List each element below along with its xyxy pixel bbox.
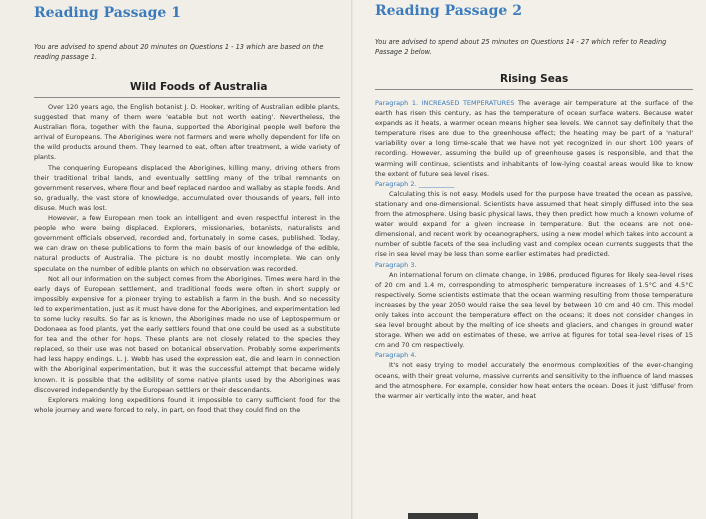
paragraph-1-label: Paragraph 1. INCREASED TEMPERATURES — [375, 99, 515, 107]
paragraph-3-text: An international forum on climate change, in 1986, produced figures for likely sea-level rises of 20 cm and 1.4 m, corresponding to atmospheric temperature increases of 1.5°C and 4.5°C respectively. Some scientists estimate that the ocean warming resulting from those temperature increases by the year 2050 would raise the sea level by between 10 cm and 40 cm. This model only takes into account the temperature effect on the oceans; it does not consider changes in sea level brought about by the melting of ice sheets and glaciers, and changes in ground water storage. When we add on estimates of these, we arrive at figures for total sea-level rises of 15 cm and 70 cm respectively. — [375, 270, 693, 350]
passage-1-paragraph: Not all our information on the subject comes from the Aborigines. Times were hard in the early days of European settlement, and traditional foods were often in short supply or impossibly expensive for a pioneer trying to establish a farm in the bush. And so necessity led to experimentation, just as it must have done for the Aborigines, and experimentation led to some lucky results. So far as is known, the Aborigines made no use of Leptospermum or Dodonaea as food plants, yet the early settlers found that one could be used as a substitute for tea and the other for hops. These plants are not closely related to the species they replaced, so their use was not based on botanical observation. Probably some experiments had less happy endings. L. J. Webb has used the expression eat, die and learn in connection with the Aboriginal experimentation, but it was the successful attempt that became widely known. It is possible that the edibility of some native plants used by the Aborigines was discovered independently by the European settlers or their descendants. — [34, 274, 340, 394]
passage-1-paragraph: Over 120 years ago, the English botanist J. D. Hooker, writing of Australian edible plants, suggested that many of them were 'eatable but not worth eating'. Nevertheless, the Australian flora, together with the fauna, supported the Aboriginal people well before the arrival of Europeans. The Aborigines were not farmers and were wholly dependent for life on the wild products around them. They learned to eat, often after treatment, a wide variety of plants. — [34, 103, 340, 162]
paragraph-2-text: Calculating this is not easy. Models used for the purpose have treated the ocean as passive, stationary and one-dimensional. Scientists have assumed that heat simply diffused into the sea from the atmosphere. Using basic physical laws, they then predict how much a known volume of water would expand for a given increase in temperature. But the oceans are not one-dimensional, and recent work by oceanographers, using a new model which takes into account a number of subtle facets of the sea including vast and complex ocean currents suggests that the rise in sea level may be less than some earlier estimates had predicted. — [375, 189, 693, 259]
footer-bar — [408, 513, 478, 519]
paragraph-2-label: Paragraph 2. ___________ — [375, 179, 455, 188]
passage-1-title: Wild Foods of Australia — [130, 81, 268, 93]
paragraph-4-text: It's not easy trying to model accurately the enormous complexities of the ever-changing oceans, with their great volume, massive currents and sensitivity to the influence of land masses and the atmosphere. For example, consider how heat enters the ocean. Does it just 'diffuse' from the warmer air vertically into the water, and heat — [375, 361, 693, 400]
paragraph-4-label: Paragraph 4. — [375, 351, 417, 360]
passage-2-title: Rising Seas — [500, 73, 569, 85]
paragraph-1-text: The average air temperature at the surface of the earth has risen this century, as has the temperature of ocean surface waters. Because water expands as it heats, a warmer ocean means higher sea levels. We cannot say definitely that the temperature rises are due to the greenhouse effect; the heating may be part of a 'natural' variability over a long time-scale that we have not yet recognized in our short 100 years of recording. However, assuming the build up of greenhouse gases is responsible, and that the warming will continue, scientists and inhabitants of low-lying coastal areas would like to know the extent of future sea level rises. — [375, 99, 693, 178]
passage-1-divider — [34, 97, 340, 98]
passage-1-instructions: You are advised to spend about 20 minutes on Questions 1 - 13 which are based on the reading passage 1. — [34, 43, 324, 61]
passage-1-paragraph: The conquering Europeans displaced the Aborigines, killing many, driving others from their traditional tribal lands, and eventually settling many of the tribal remnants on government reserves, where flour and beef replaced nardoo and wallaby as staple foods. And so, gradually, the vast store of knowledge, accumulated over thousands of years, fell into disuse. Much was lost. — [34, 163, 340, 212]
passage-1-paragraph: However, a few European men took an intelligent and even respectful interest in the people who were being displaced. Explorers, missionaries, botanists, naturalists and government officials observed, recorded and, fortunately in some cases, published. Today, we can draw on these publications to form the main basis of our knowledge of the edible, natural products of Australia. The picture is no doubt mostly incomplete. We can only speculate on the number of edible plants on which no observation was recorded. — [34, 214, 340, 273]
passage-1-body — [34, 102, 340, 415]
passage-2-page — [353, 0, 706, 519]
passage-2-body — [375, 98, 693, 401]
passage-1-heading: Reading Passage 1 — [34, 5, 181, 21]
passage-2-instructions: You are advised to spend about 25 minutes on Questions 14 - 27 which refer to Reading Passage 2 below. — [375, 38, 667, 56]
paragraph-3-label: Paragraph 3. — [375, 260, 417, 269]
paragraph-1 — [375, 98, 693, 179]
passage-2-heading: Reading Passage 2 — [375, 3, 522, 19]
passage-1-paragraph: Explorers making long expeditions found it impossible to carry sufficient food for the whole journey and were forced to rely, in part, on food that they could find on the — [34, 395, 340, 414]
passage-2-divider — [375, 89, 693, 90]
